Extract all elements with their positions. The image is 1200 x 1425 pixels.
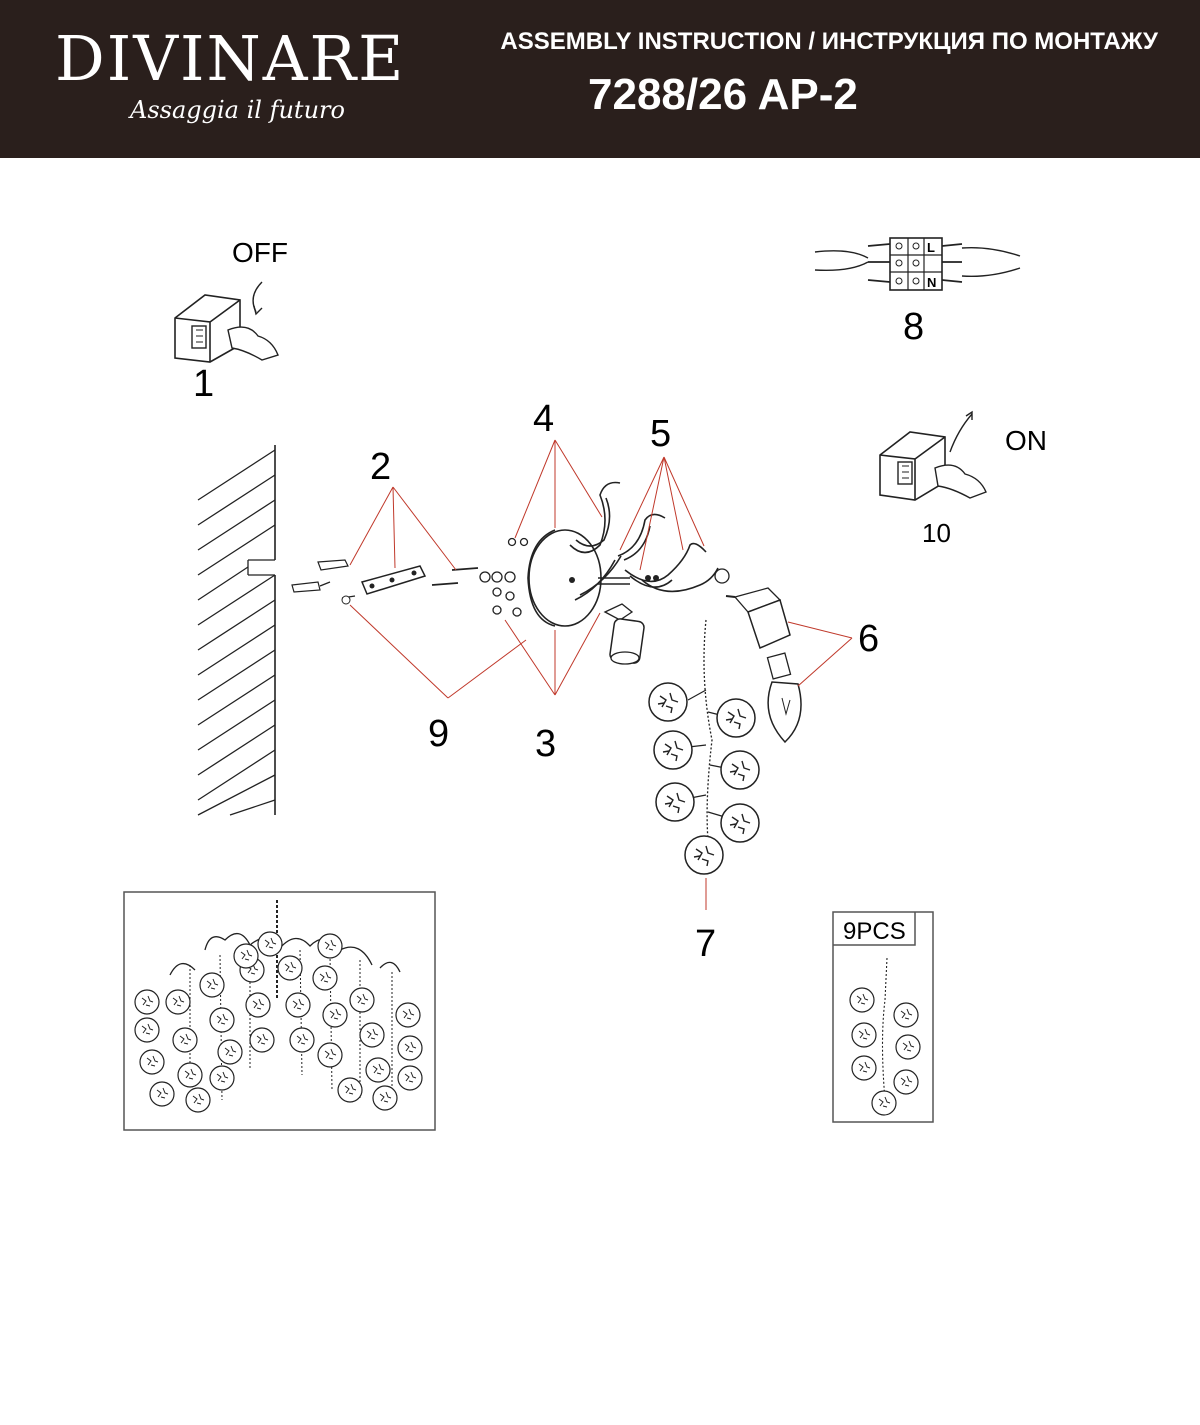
assembled-view-frame: [124, 892, 435, 1130]
lamp-holder-left: [605, 604, 645, 664]
step-5-label: 5: [650, 413, 672, 455]
switch-on-label: ON: [1005, 425, 1047, 456]
pieces-count-label: 9PCS: [843, 918, 906, 945]
step-7-label: 7: [695, 923, 717, 965]
step-10-label: 10: [922, 518, 951, 548]
mounting-bracket: [362, 566, 425, 594]
step-9-label: 9: [428, 713, 450, 755]
step-2-label: 2: [370, 446, 392, 488]
wall-hatching: [198, 445, 275, 815]
svg-text:L: L: [927, 240, 935, 255]
header-banner: [0, 0, 1200, 158]
brand-tagline: Assaggia il futuro: [130, 96, 345, 124]
bead-string: [649, 620, 759, 874]
switch-on-icon: [880, 412, 986, 500]
step-1-label: 1: [193, 363, 215, 405]
model-number: 7288/26 AP-2: [588, 70, 858, 119]
assembly-diagram: [0, 158, 1200, 1425]
svg-text:N: N: [927, 275, 937, 290]
nuts-washers: [480, 539, 528, 617]
brand-logo: DIVINARE: [55, 22, 406, 95]
document-title: ASSEMBLY INSTRUCTION / ИНСТРУКЦИЯ ПО МОНТАЖУ: [500, 28, 1158, 55]
lamp-holder-right: [726, 588, 790, 648]
switch-off-icon: [175, 282, 278, 362]
canopy-base: [528, 530, 601, 626]
light-bulb-icon: [767, 653, 801, 742]
switch-off-label: OFF: [232, 237, 288, 268]
step-4-label: 4: [533, 398, 555, 440]
step-6-label: 6: [858, 618, 880, 660]
step-3-label: 3: [535, 723, 557, 765]
terminal-block-icon: [815, 238, 1020, 290]
step-8-label: 8: [903, 306, 925, 348]
